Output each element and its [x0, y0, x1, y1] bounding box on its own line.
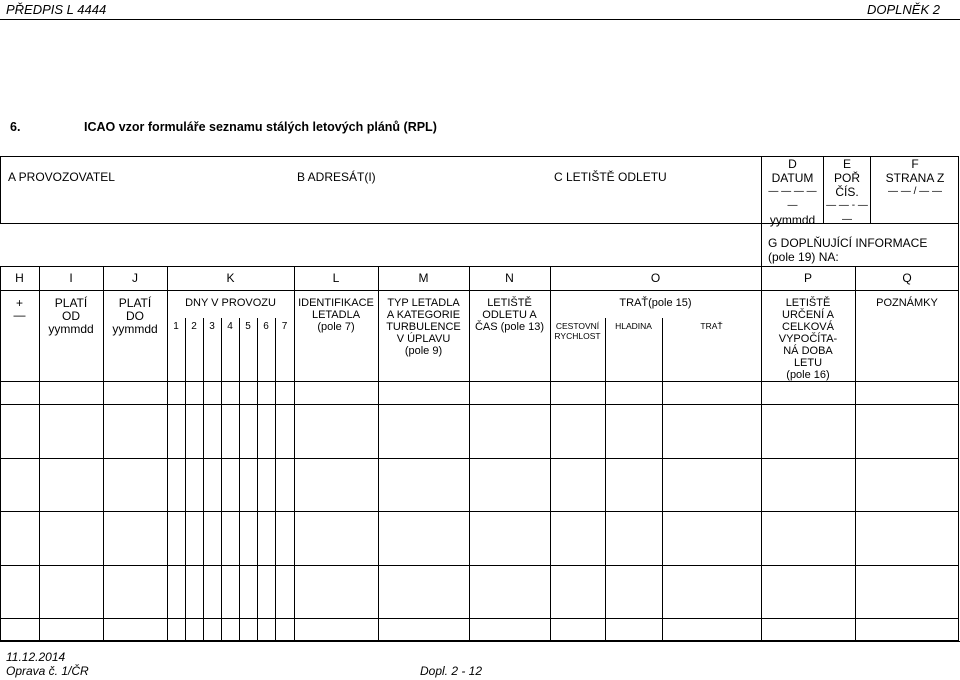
- col-letter-o: O: [650, 271, 661, 285]
- field-b-addressee: B ADRESÁT(I): [297, 170, 376, 184]
- row-line: [0, 458, 959, 459]
- footer-page-number: Dopl. 2 - 12: [420, 664, 483, 678]
- field-c-departure: C LETIŠTĚ ODLETU: [554, 170, 667, 184]
- day-line: [257, 318, 258, 641]
- footer-amendment: Oprava č. 1/ČR: [6, 664, 89, 678]
- route-line: [605, 318, 606, 641]
- day-3: 3: [209, 321, 215, 332]
- col-m-aircraft-type: TYP LETADLA A KATEGORIE TURBULENCE V ÚPLAVU (pole 9): [386, 297, 461, 357]
- col-letter-m: M: [418, 271, 429, 285]
- col-j-valid-until: PLATÍ DO yymmdd: [112, 296, 158, 336]
- day-line: [221, 318, 222, 641]
- col-o-route-sub: TRAŤ: [700, 321, 723, 331]
- day-line: [203, 318, 204, 641]
- field-e-sequence: E POŘ ČÍS. — — - — —: [826, 157, 868, 225]
- col-h-header: + —: [13, 296, 26, 322]
- col-q-remarks: POZNÁMKY: [876, 297, 938, 309]
- field-g-supplementary: G DOPLŇUJÍCÍ INFORMACE (pole 19) NA:: [768, 236, 928, 264]
- col-o-route: TRAŤ(pole 15): [619, 297, 692, 309]
- col-i-valid-from: PLATÍ OD yymmdd: [48, 296, 94, 336]
- col-o-level: HLADINA: [615, 321, 652, 331]
- day-1: 1: [173, 321, 179, 332]
- day-4: 4: [227, 321, 233, 332]
- row-line: [0, 404, 959, 405]
- col-letter-k: K: [226, 271, 235, 285]
- day-7: 7: [281, 321, 288, 332]
- col-k-days-of-operation: DNY V PROVOZU: [185, 297, 276, 309]
- col-o-cruising-speed: CESTOVNÍ RYCHLOST: [554, 321, 601, 341]
- section-number: 6.: [10, 120, 21, 134]
- col-letter-h: H: [15, 271, 24, 285]
- field-a-operator: A PROVOZOVATEL: [8, 170, 115, 184]
- col-letter-q: Q: [902, 271, 912, 285]
- col-n-departure: LETIŠTĚ ODLETU A ČAS (pole 13): [474, 297, 545, 333]
- footer-date: 11.12.2014: [6, 650, 66, 664]
- col-letter-l: L: [332, 271, 340, 285]
- col-letter-p: P: [803, 271, 812, 285]
- document-header-right: DOPLNĚK 2: [867, 2, 940, 17]
- document-header-left: PŘEDPIS L 4444: [6, 2, 107, 17]
- col-letter-j: J: [132, 271, 138, 285]
- day-line: [239, 318, 240, 641]
- day-6: 6: [263, 321, 269, 332]
- field-d-date: D DATUM — — — — — yymmdd: [768, 157, 817, 227]
- col-line: [855, 266, 856, 641]
- section-title: ICAO vzor formuláře seznamu stálých letových plánů (RPL): [84, 120, 437, 134]
- day-5: 5: [245, 321, 251, 332]
- col-l-aircraft-id: IDENTIFIKACE LETADLA (pole 7): [298, 297, 374, 333]
- col-letter-n: N: [505, 271, 514, 285]
- row-line: [0, 565, 959, 566]
- footer-divider: [0, 641, 960, 642]
- route-line: [662, 318, 663, 641]
- header-row-line: [0, 381, 959, 382]
- day-line: [275, 318, 276, 641]
- col-letter-i: I: [69, 271, 73, 285]
- row-line: [0, 618, 959, 619]
- day-2: 2: [191, 321, 197, 332]
- day-line: [185, 318, 186, 641]
- row-line: [0, 511, 959, 512]
- letter-row-line: [0, 290, 959, 291]
- field-f-page: F STRANA Z — — / — —: [885, 157, 945, 197]
- col-p-destination: LETIŠTĚ URČENÍ A CELKOVÁ VYPOČÍTA- NÁ DOBA LETU (pole 16): [778, 297, 838, 381]
- header-divider: [0, 19, 960, 20]
